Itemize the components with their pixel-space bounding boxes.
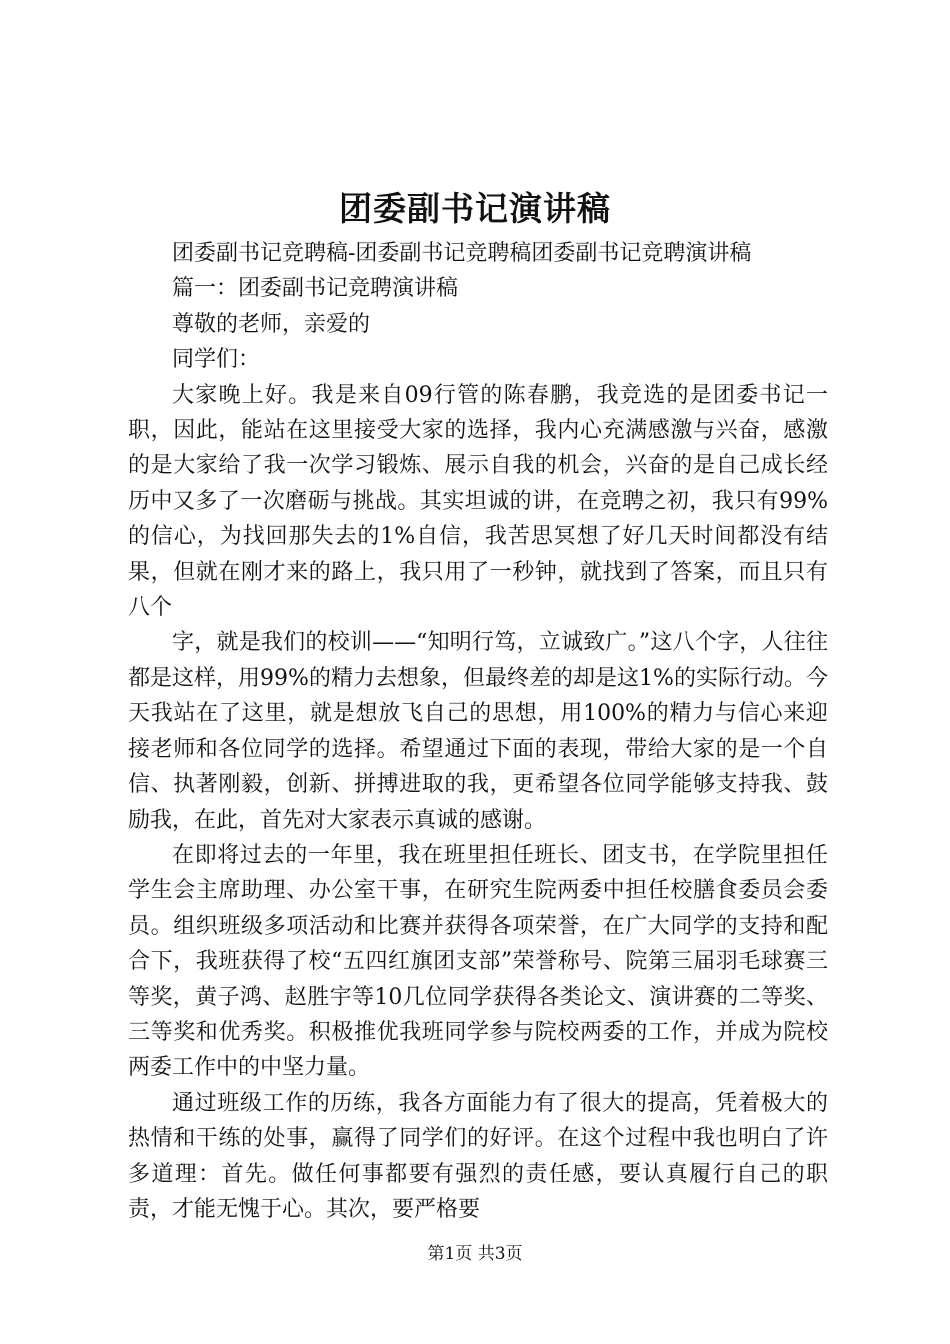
- document-body: [128, 236, 828, 1227]
- paragraph: 篇一：团委副书记竞聘演讲稿: [172, 276, 459, 302]
- paragraph: 尊敬的老师，亲爱的: [172, 311, 371, 337]
- paragraph: 团委副书记竞聘稿-团委副书记竞聘稿团委副书记竞聘演讲稿: [172, 241, 752, 266]
- paragraph: 通过班级工作的历练，我各方面能力有了很大的提高，凭着极大的热情和干练的处事，赢得了同学们的好评。在这个过程中我也明白了许多道理：首先。做任何事都要有强烈的责任感，要认真履行自己的职责，才能无愧于心。其次，要严格要: [128, 1090, 828, 1222]
- document-title: 团委副书记演讲稿: [339, 189, 611, 228]
- paragraph: 大家晚上好。我是来自09行管的陈春鹏，我竞选的是团委书记一职，因此，能站在这里接受大家的选择，我内心充满感激与兴奋，感激的是大家给了我一次学习锻炼、展示自我的机会，兴奋的是自己成长经历中又多了一次磨砺与挑战。其实坦诚的讲，在竞聘之初，我只有99%的信心，为找回那失去的1%自信，我苦思冥想了好几天时间都没有结果，但就在刚才来的路上，我只用了一秒钟，就找到了答案，而且只有八个: [128, 382, 828, 621]
- paragraph: 在即将过去的一年里，我在班里担任班长、团支书，在学院里担任学生会主席助理、办公室干事，在研究生院两委中担任校膳食委员会委员。组织班级多项活动和比赛并获得各项荣誉，在广大同学的支持和配合下，我班获得了校“五四红旗团支部”荣誉称号、院第三届羽毛球赛三等奖，黄子鸿、赵胜宇等10几位同学获得各类论文、演讲赛的二等奖、三等奖和优秀奖。积极推优我班同学参与院校两委的工作，并成为院校两委工作中的中坚力量。: [128, 842, 828, 1081]
- paragraph: 字，就是我们的校训——“知明行笃，立诚致广。”这八个字，人往往都是这样，用99%的精力去想象，但最终差的却是这1%的实际行动。今天我站在了这里，就是想放飞自己的思想，用100%的精力与信心来迎接老师和各位同学的选择。希望通过下面的表现，带给大家的是一个自信、执著刚毅，创新、拼搏进取的我，更希望各位同学能够支持我、鼓励我，在此，首先对大家表示真诚的感谢。: [128, 630, 828, 833]
- paragraph: 同学们：: [172, 347, 261, 373]
- page-number-footer: 第1页 共3页: [427, 1244, 523, 1264]
